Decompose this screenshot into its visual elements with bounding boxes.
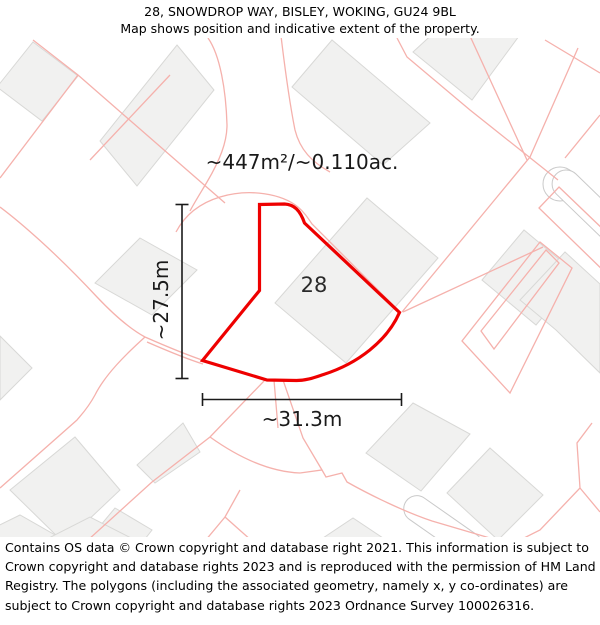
- title-address-line: 28, SNOWDROP WAY, BISLEY, WOKING, GU24 9BL: [144, 4, 456, 19]
- building: [0, 336, 32, 400]
- horizontal-dimension: [203, 393, 402, 406]
- building: [320, 518, 386, 540]
- building: [366, 403, 470, 491]
- copyright-notice: Contains OS data © Crown copyright and database right 2021. This information is subject to Crown copyright and database rights 2023 and is reproduced with the permission of HM Land Registry. The polygons (including the associated geometry, namely x, y co-ordinates) are subject to Crown copyright and database rights 2023 Ordnance Survey 100026316.: [5, 540, 596, 613]
- horizontal-dimension-label: ~31.3m: [261, 407, 343, 431]
- plot-number-label: 28: [300, 273, 328, 297]
- building: [413, 18, 522, 100]
- vertical-dimension-label: ~27.5m: [149, 259, 173, 341]
- building: [137, 423, 200, 483]
- building: [0, 42, 78, 121]
- area-measurement-label: ~447m²/~0.110ac.: [205, 150, 399, 174]
- title-subtitle-line: Map shows position and indicative extent of the property.: [120, 21, 480, 36]
